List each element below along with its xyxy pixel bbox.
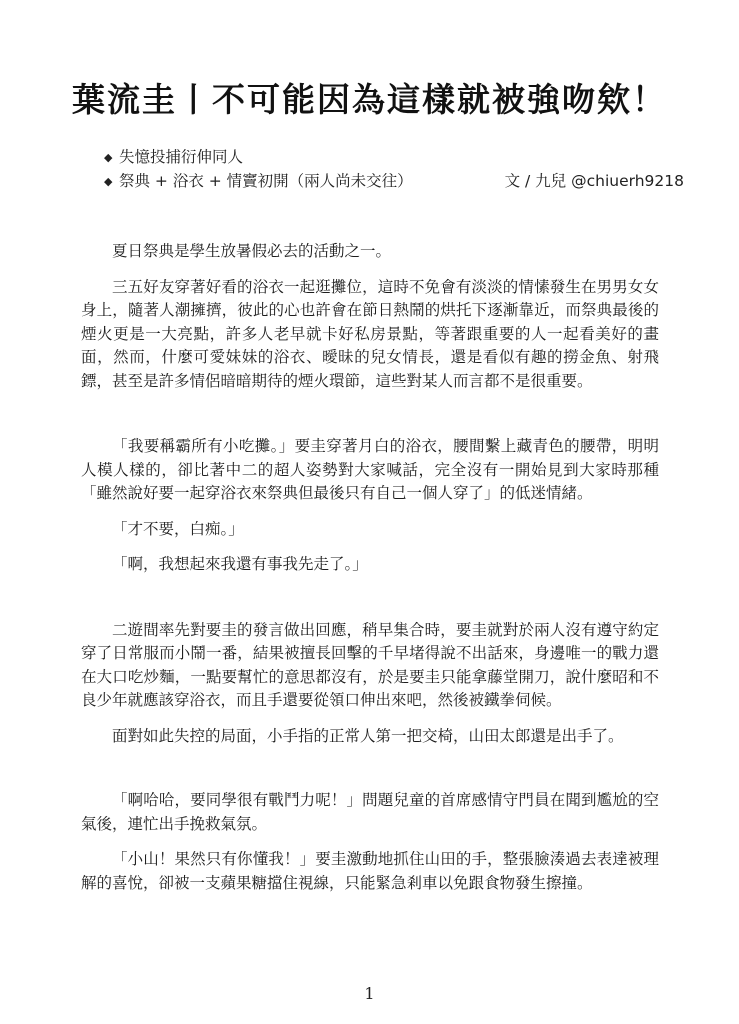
- page-number: 1: [364, 984, 375, 1003]
- meta-row-tags: [104, 169, 684, 193]
- paragraph: 「小山！果然只有你懂我！」要圭激動地抓住山田的手，整張臉湊過去表達被理解的喜悅，卻被一支蘋果糖擋住視線，只能緊急剎車以免跟食物發生擦撞。: [81, 850, 659, 892]
- paragraph: 「才不要，白痴。」: [112, 519, 244, 538]
- paragraph: 「啊哈哈，要同學很有戰鬥力呢！」問題兒童的首席感情守門員在聞到尷尬的空氣後，連忙出手挽救氣氛。: [81, 791, 659, 833]
- story-meta: [104, 145, 684, 193]
- paragraph: 三五好友穿著好看的浴衣一起逛攤位，這時不免會有淡淡的情愫發生在男男女女身上，隨著人潮擁擠，彼此的心也許會在節日熱鬧的烘托下逐漸靠近，而祭典最後的煙火更是一大亮點，許多人老早就卡好私房景點，等著跟重要的人一起看美好的畫面，然而，什麼可愛妹妹的浴衣、曖昧的兒女情長，還是看似有趣的撈金魚、射飛鏢，甚至是許多情侶暗暗期待的煙火環節，這些對某人而言都不是很重要。: [81, 277, 659, 390]
- diamond-bullet-icon: ◆: [104, 175, 113, 188]
- paragraph: 「我要稱霸所有小吃攤。」要圭穿著月白的浴衣，腰間繫上藏青色的腰帶，明明人模人樣的，卻比著中二的超人姿勢對大家喊話，完全沒有一開始見到大家時那種「雖然說好要一起穿浴衣來祭典但最後只有自己一個人穿了」的低迷情緒。: [81, 437, 659, 502]
- page-title: 葉流圭丨不可能因為這樣就被強吻欸！: [72, 80, 667, 119]
- meta-row-fandom: [104, 145, 684, 169]
- paragraph: 夏日祭典是學生放暑假必去的活動之一。: [112, 242, 392, 260]
- paragraph: 二遊間率先對要圭的發言做出回應，稍早集合時，要圭就對於兩人沒有遵守約定穿了日常服而小鬧一番，結果被擅長回擊的千早堵得說不出話來，身邊唯一的戰力還在大口吃炒麵，一點要幫忙的意思都沒有，於是要圭只能拿藤堂開刀，說什麼昭和不良少年就應該穿浴衣，而且手還要從領口伸出來吧，然後被鐵拳伺候。: [81, 620, 659, 709]
- diamond-bullet-icon: ◆: [104, 151, 113, 164]
- paragraph: 「啊，我想起來我還有事我先走了。」: [112, 555, 368, 573]
- meta-tag-fandom: 失憶投捕衍伸同人: [119, 148, 244, 166]
- story-body: [81, 240, 659, 895]
- paragraph: 面對如此失控的局面，小手指的正常人第一把交椅，山田太郎還是出手了。: [112, 726, 624, 745]
- author-byline: 文 / 九兒 @chiuerh9218: [504, 172, 684, 190]
- meta-tag-content: 祭典 + 浴衣 + 情竇初開（兩人尚未交往）: [119, 172, 413, 190]
